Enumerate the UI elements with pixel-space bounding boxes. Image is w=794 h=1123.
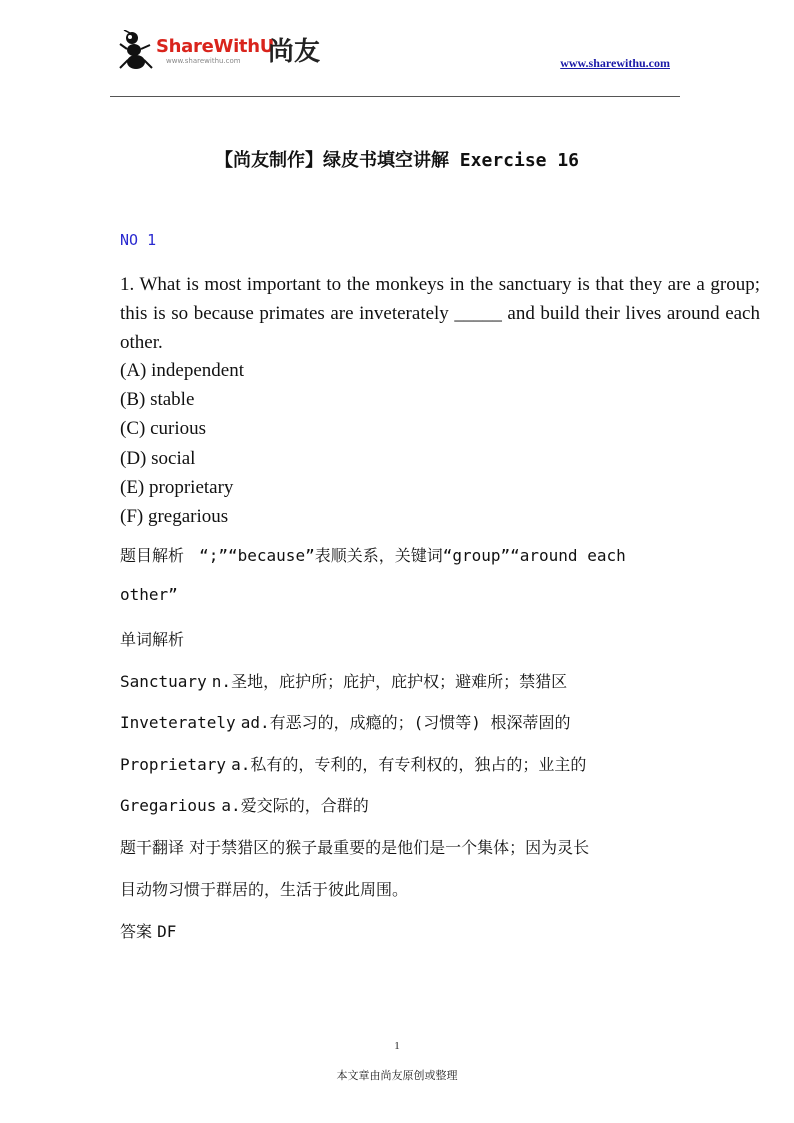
site-url-link[interactable]: www.sharewithu.com (560, 56, 670, 70)
answer-value: DF (157, 922, 177, 941)
footer-note: 本文章由尚友原创或整理 (336, 1069, 458, 1082)
brand-name: ShareWithU (156, 36, 275, 57)
vocab-def: a.爱交际的，合群的 (221, 796, 369, 815)
translation-line-2: 目动物习惯于群居的，生活于彼此周围。 (120, 880, 409, 899)
ant-mascot-icon (118, 30, 154, 70)
vocab-word: Gregarious (120, 796, 217, 815)
translation-line-1 (120, 835, 589, 858)
vocab-def: a.私有的，专利的，有专利权的，独占的；业主的 (231, 755, 587, 774)
brand-name-cn: 尚友 (268, 37, 321, 67)
sharewithu-logo[interactable] (118, 30, 338, 74)
question-text: 1. What is most important to the monkeys in the sanctuary is that they are a group; this is so because primates are inveterately _____ and build their lives around each other. (120, 274, 760, 353)
option-b: (B) stable (120, 389, 195, 411)
option-d: (D) social (120, 447, 196, 469)
page-header (110, 28, 680, 98)
analysis-heading: 题目解析 (120, 546, 185, 565)
vocab-word: Inveterately (120, 713, 236, 732)
options-list (120, 356, 244, 531)
vocab-item (120, 793, 369, 816)
brand-url: www.sharewithu.com (166, 57, 241, 65)
vocab-item (120, 752, 586, 775)
header-divider (110, 96, 680, 97)
analysis-line-1 (120, 543, 626, 566)
vocab-heading: 单词解析 (120, 630, 185, 649)
translation-heading: 题干翻译 (120, 838, 185, 857)
page-number: 1 (394, 1040, 400, 1052)
option-e: (E) proprietary (120, 476, 234, 498)
option-f: (F) gregarious (120, 505, 229, 527)
document-title: 【尚友制作】绿皮书填空讲解 Exercise 16 (214, 150, 580, 171)
option-a: (A) independent (120, 360, 244, 381)
vocab-item (120, 710, 571, 733)
translation-text: 对于禁猎区的猴子最重要的是他们是一个集体；因为灵长 (189, 838, 590, 857)
vocab-def: ad.有恶习的，成瘾的；(习惯等) 根深蒂固的 (240, 713, 571, 732)
question-number: NO 1 (120, 231, 157, 249)
vocab-def: n.圣地，庇护所；庇护，庇护权；避难所；禁猎区 (211, 672, 568, 691)
answer-label: 答案 (120, 922, 153, 941)
analysis-line-2: other” (120, 585, 178, 604)
vocab-word: Proprietary (120, 755, 226, 774)
option-c: (C) curious (120, 418, 207, 440)
vocab-word: Sanctuary (120, 672, 207, 691)
vocab-item (120, 669, 567, 692)
answer-line (120, 919, 176, 942)
analysis-text: “;”“because”表顺关系，关键词“group”“around each (199, 546, 626, 565)
